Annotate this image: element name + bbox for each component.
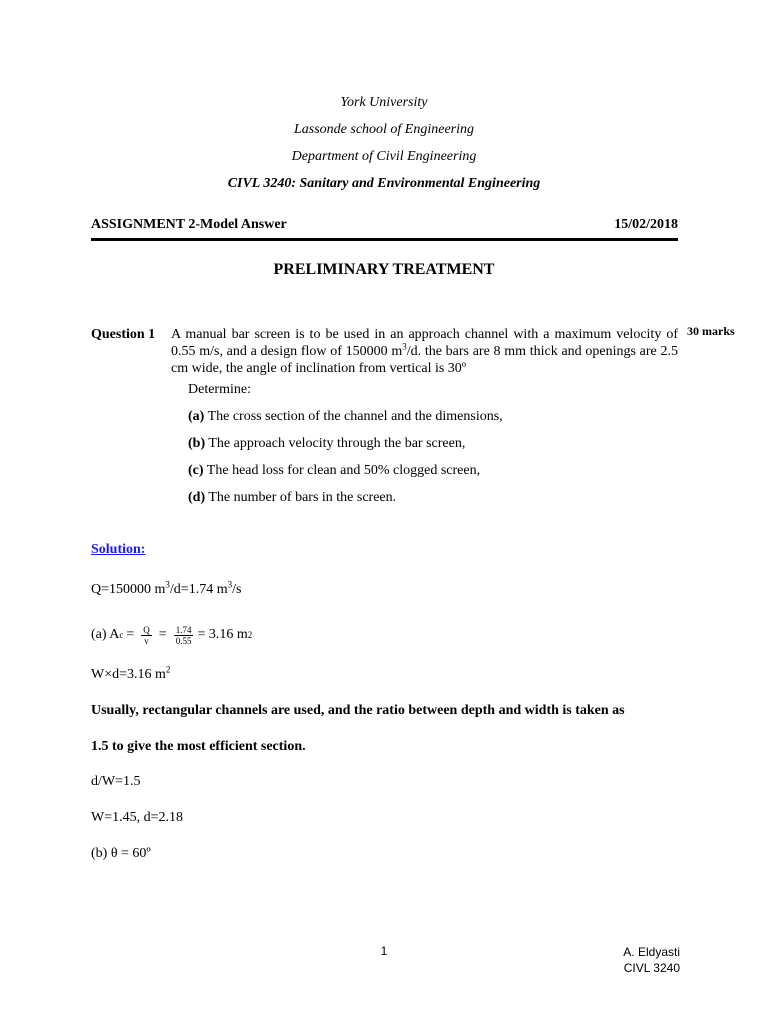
channel-note-line-2: 1.5 to give the most efficient section. bbox=[91, 739, 306, 754]
course-title: CIVL 3240: Sanitary and Environmental Engineering bbox=[227, 176, 541, 191]
area-equation: (a) A c = $\frac{Q}{v}$ = $\frac{1.74}{0.55}$ = 3.16 m 2 bbox=[91, 624, 253, 646]
determine-label: Determine: bbox=[188, 382, 251, 397]
university-name: York University bbox=[340, 95, 428, 110]
question-part: (b) The approach velocity through the bar screen, bbox=[188, 436, 466, 451]
page-number: 1 bbox=[380, 944, 388, 958]
depth-width-ratio: d/W=1.5 bbox=[91, 774, 141, 789]
school-name: Lassonde school of Engineering bbox=[293, 122, 475, 137]
question-text: A manual bar screen is to be used in an approach channel with a maximum velocity of 0.55 m/s, and a design flow of 150000 $m^3/d$. the bars are 8 mm thick and openings are 2.5 cm wide, the angle of inclination from vertical is 30º bbox=[171, 327, 678, 376]
question-part: (d) The number of bars in the screen. bbox=[188, 490, 397, 505]
fraction-q-over-v: $\frac{Q}{v}$ bbox=[143, 624, 150, 646]
section-title: PRELIMINARY TREATMENT bbox=[273, 261, 495, 278]
channel-note-line-1: Usually, rectangular channels are used, and the ratio between depth and width is taken as bbox=[91, 703, 625, 718]
assignment-date: 15/02/2018 bbox=[614, 217, 678, 232]
channel-dimensions: W=1.45, d=2.18 bbox=[91, 810, 184, 825]
assignment-title: ASSIGNMENT 2-Model Answer bbox=[91, 217, 287, 232]
department-name: Department of Civil Engineering bbox=[291, 149, 477, 164]
flow-conversion: Q=150000 $m^3/d=1.74$ $m^3/s$ bbox=[91, 579, 242, 597]
header-divider bbox=[91, 238, 678, 241]
footer-author: A. Eldyasti CIVL 3240 bbox=[623, 945, 680, 975]
question-label: Question 1 bbox=[91, 327, 156, 342]
assignment-row bbox=[91, 216, 678, 234]
question-marks: 30 marks bbox=[687, 324, 735, 338]
fraction-values: $\frac{1.74}{0.55}$ bbox=[175, 624, 192, 646]
theta-value: (b) θ = 60º bbox=[91, 846, 151, 861]
question-part: (c) The head loss for clean and 50% clogged screen, bbox=[188, 463, 481, 478]
solution-heading: Solution: bbox=[91, 542, 146, 557]
width-depth-product: W×d=3.16 $m^2$ bbox=[91, 664, 171, 682]
question-part: (a) The cross section of the channel and the dimensions, bbox=[188, 409, 503, 424]
